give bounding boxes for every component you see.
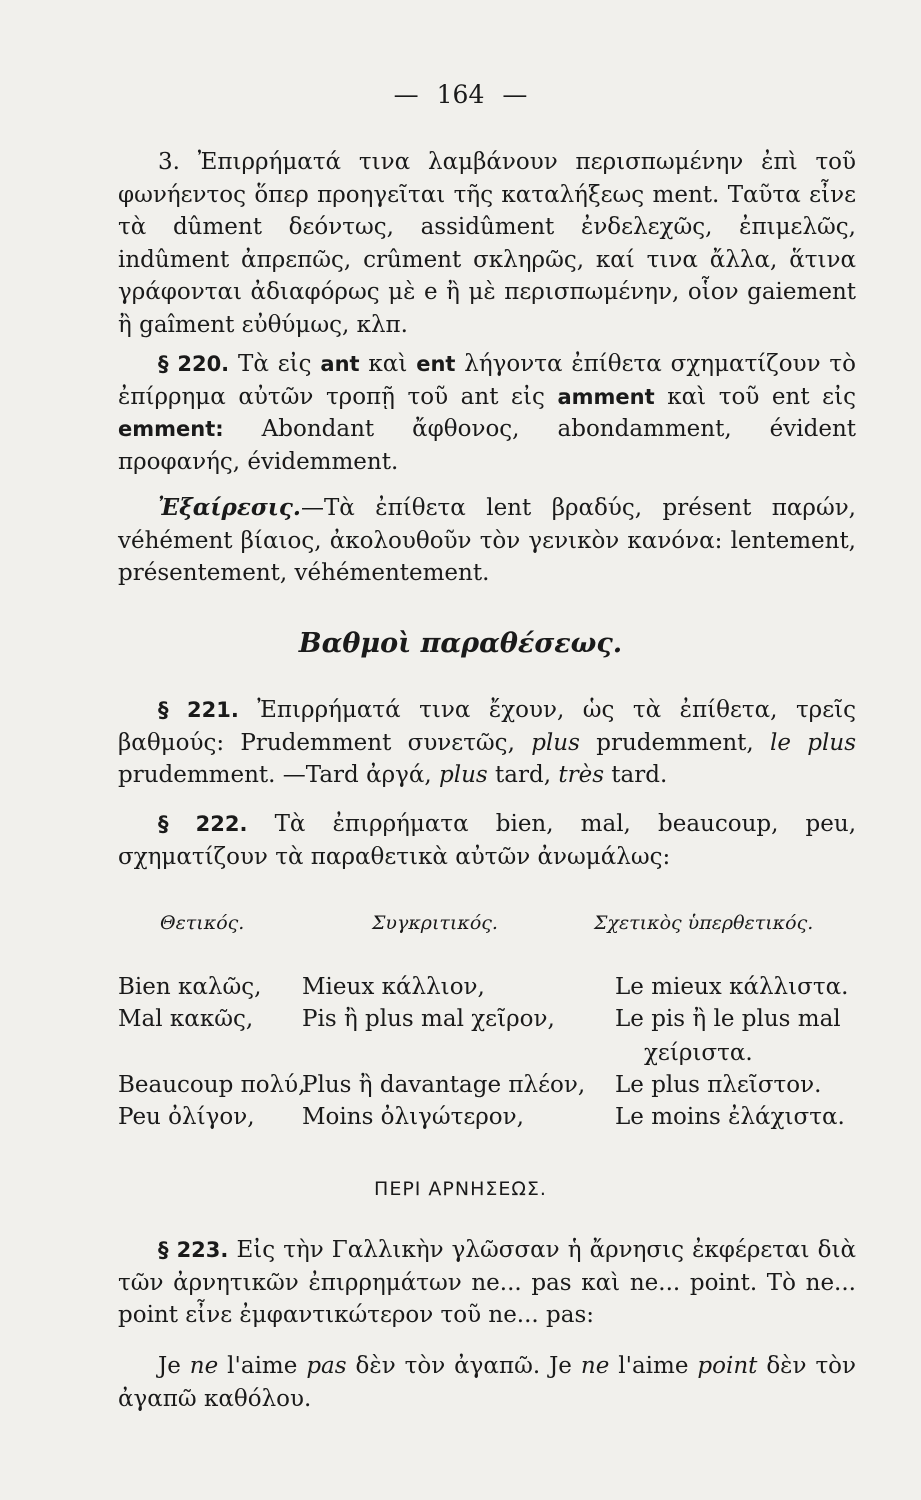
table-cell: Le plus πλεῖστον.	[615, 1072, 822, 1098]
section-220	[118, 348, 856, 478]
table-cell: Le moins ἐλάχιστα.	[615, 1104, 845, 1130]
section-221-text-3: prudemment. —Tard ἀργά,	[118, 762, 440, 788]
header-superlative: Σχετικὸς ὑπερθετικός.	[594, 912, 814, 934]
table-cell: Beaucoup πολύ,	[118, 1072, 306, 1098]
heading-negation: ΠΕΡΙ ΑΡΝΗΣΕΩΣ.	[374, 1178, 547, 1200]
table-cell: Pis ἢ plus mal χεῖρον,	[302, 1006, 555, 1032]
header-positive: Θετικός.	[160, 912, 245, 934]
section-220-text-3: λήγοντα ἐπίθετα σχηματίζουν τὸ ἐπίρρημα αὐτῶν τροπῇ τοῦ ant εἰς	[118, 351, 857, 410]
section-220-text-2: καὶ	[359, 351, 417, 377]
table-cell: Mal κακῶς,	[118, 1006, 254, 1032]
dash-left: —	[393, 80, 419, 109]
example-ne-1: ne	[189, 1353, 219, 1379]
section-220-number: § 220.	[158, 352, 230, 376]
table-cell: Le pis ἢ le plus mal	[615, 1006, 841, 1032]
section-221-text-1: Ἐπιρρήματά τινα ἔχουν, ὡς τὰ ἐπίθετα, τρεῖς βαθμούς: Prudemment συνετῶς,	[118, 697, 857, 756]
term-plus-2: plus	[439, 762, 488, 788]
table-cell: χείριστα.	[644, 1040, 753, 1066]
paragraph-3-text: 3. Ἐπιρρήματά τινα λαμβάνουν περισπωμένην ἐπὶ τοῦ φωνήεντος ὅπερ προηγεῖται τῆς καταλήξεως ment. Ταῦτα εἶνε τὰ dûment δεόντως, assidûment ἐνδελεχῶς, ἐπιμελῶς, indûment ἀπρεπῶς, crûment σκληρῶς, καί τινα ἄλλα, ἅτινα γράφονται ἀδιαφόρως μὲ e ἢ μὲ περισπωμένην, οἷον gaiement ἢ gaîment εὐθύμως, κλπ.	[118, 149, 856, 338]
term-ent: ent	[416, 352, 456, 376]
example-text-1: Je	[158, 1353, 190, 1379]
table-cell: Plus ἢ davantage πλέον,	[302, 1072, 586, 1098]
section-220-text-5: Abondant ἄφθονος, abondamment, évident προφανής, évidemment.	[118, 416, 856, 475]
header-comparative: Συγκριτικός.	[372, 912, 498, 934]
section-221	[118, 694, 856, 792]
paragraph-3	[118, 146, 856, 341]
exceptions-label: Ἐξαίρεσις.	[158, 494, 301, 521]
section-220-text-1: Τὰ εἰς	[229, 351, 321, 377]
page-number	[0, 80, 921, 109]
example-sentence	[118, 1350, 856, 1415]
term-plus-1: plus	[531, 729, 580, 756]
example-point: point	[697, 1353, 758, 1379]
section-221-number: § 221.	[158, 698, 239, 722]
page-number-value: 164	[436, 80, 485, 109]
example-text-4: l'aime	[609, 1353, 698, 1379]
term-le-plus: le plus	[770, 729, 856, 756]
section-222-text: Τὰ ἐπιρρήματα bien, mal, beaucoup, peu, σχηματίζουν τὰ παραθετικὰ αὐτῶν ἀνωμάλως:	[118, 811, 857, 870]
section-221-text-5: tard.	[604, 762, 668, 788]
exceptions-text: —Τὰ ἐπίθετα lent βραδύς, présent παρών, véhément βίαιος, ἀκολουθοῦν τὸν γενικὸν κανόνα: lentement, présentement, véhémentement.	[118, 495, 856, 586]
section-223	[118, 1234, 856, 1332]
term-emment: emment:	[118, 417, 224, 441]
example-pas: pas	[306, 1353, 347, 1379]
dash-right: —	[502, 80, 528, 109]
table-cell: Bien καλῶς,	[118, 974, 262, 1000]
term-tres: très	[558, 762, 604, 788]
table-cell: Mieux κάλλιον,	[302, 974, 485, 1000]
table-cell: Peu ὀλίγον,	[118, 1104, 255, 1130]
table-cell: Moins ὀλιγώτερον,	[302, 1104, 524, 1130]
section-222	[118, 808, 856, 873]
section-222-number: § 222.	[158, 812, 248, 836]
section-221-text-2: prudemment,	[579, 729, 771, 756]
section-220-text-4: καὶ τοῦ ent εἰς	[654, 383, 856, 410]
term-amment: amment	[557, 384, 655, 409]
example-text-3: δὲν τὸν ἀγαπῶ. Je	[346, 1353, 581, 1379]
section-221-text-4: tard,	[487, 762, 559, 788]
section-223-text: Εἰς τὴν Γαλλικὴν γλῶσσαν ἡ ἄρνησις ἐκφέρεται διὰ τῶν ἀρνητικῶν ἐπιρρημάτων ne... pas καὶ ne... point. Τὸ ne... point εἶνε ἐμφαντικώτερον τοῦ ne... pas:	[118, 1237, 856, 1328]
example-text-5: δὲν τὸν ἀγαπῶ καθόλου.	[118, 1353, 857, 1412]
exceptions-paragraph	[118, 492, 856, 590]
example-text-2: l'aime	[218, 1353, 307, 1379]
example-ne-2: ne	[580, 1353, 610, 1379]
table-cell: Le mieux κάλλιστα.	[615, 974, 849, 1000]
heading-degrees: Βαθμοὶ παραθέσεως.	[298, 628, 623, 659]
term-ant: ant	[320, 352, 360, 376]
section-223-number: § 223.	[158, 1238, 229, 1262]
